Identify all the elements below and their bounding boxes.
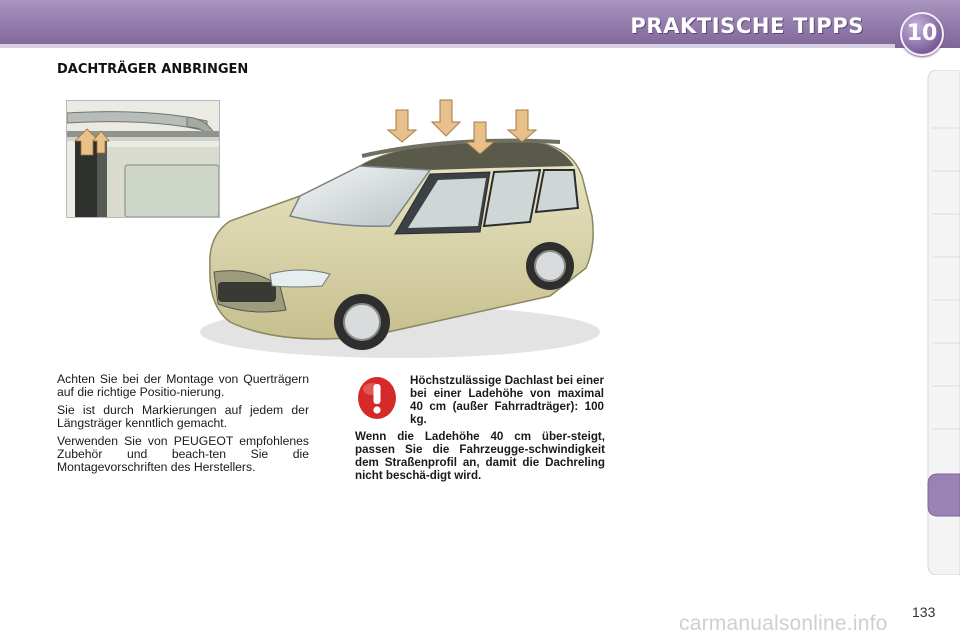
header-underline — [0, 44, 895, 48]
watermark-text: carmanualsonline.info — [679, 612, 888, 635]
car-illustration — [190, 96, 610, 366]
body-paragraph: Verwenden Sie von PEUGEOT empfohlenes Zubehör und beach-ten Sie die Montagevorschriften des Herstellers. — [57, 434, 309, 474]
body-paragraph: Achten Sie bei der Montage von Querträgern auf die richtige Positio-nierung. — [57, 372, 309, 399]
page-number: 133 — [912, 604, 936, 620]
page-header — [0, 0, 960, 48]
car-roof-rack-svg — [190, 96, 610, 366]
exclamation-warning-icon — [357, 376, 397, 420]
chapter-title: PRAKTISCHE TIPPS — [630, 14, 864, 38]
body-paragraph: Sie ist durch Markierungen auf jedem der Längsträger kenntlich gemacht. — [57, 403, 309, 430]
body-text-column — [57, 373, 309, 479]
warning-title: Höchstzulässige Dachlast bei einer bei einer Ladehöhe von maximal 40 cm (außer Fahrradträger): 100 kg. — [410, 374, 604, 426]
chapter-number: 10 — [906, 21, 938, 46]
chapter-badge — [900, 12, 944, 56]
section-title: DACHTRÄGER ANBRINGEN — [57, 62, 249, 77]
warning-body: Wenn die Ladehöhe 40 cm über-steigt, passen Sie die Fahrzeugge-schwindigkeit dem Straßenprofil an, damit die Dachreling nicht beschä-digt wird. — [355, 430, 605, 482]
chapter-tabs — [926, 70, 960, 575]
